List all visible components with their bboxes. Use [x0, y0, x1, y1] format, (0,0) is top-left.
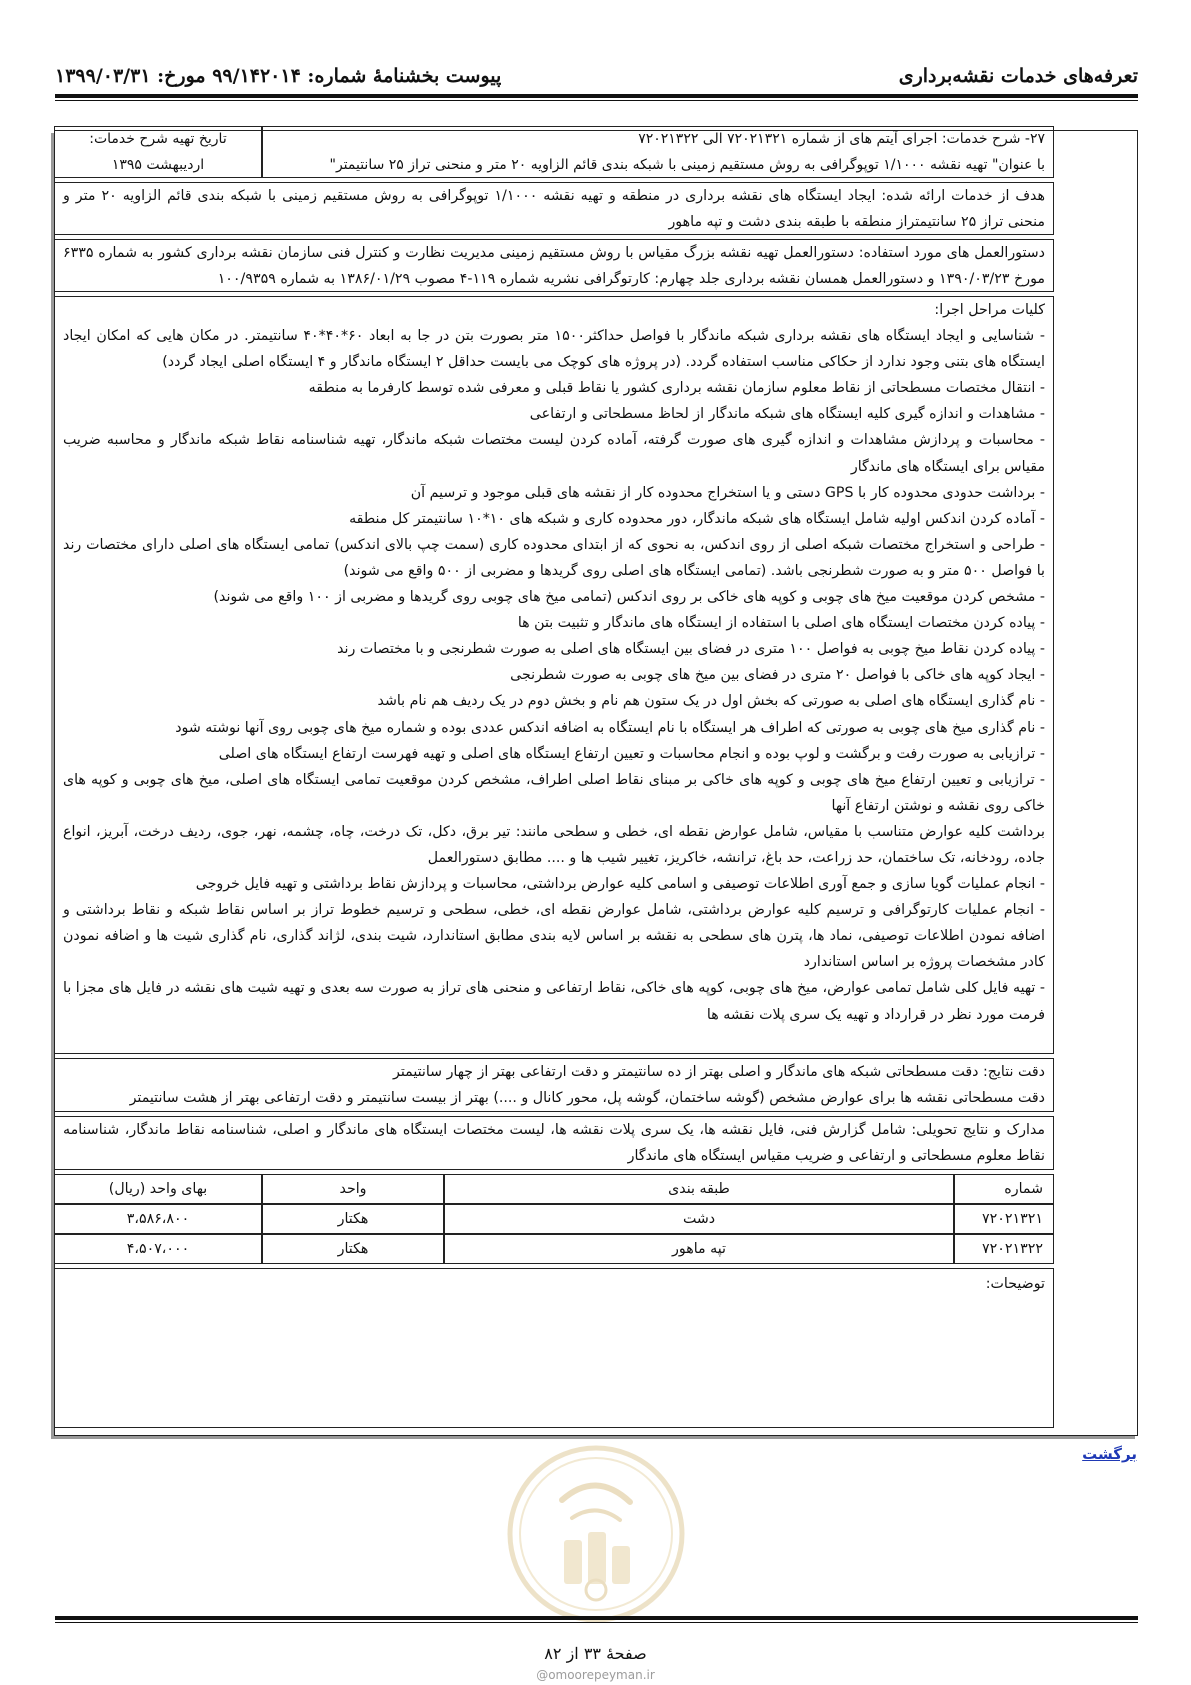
table-header-class: طبقه بندی: [444, 1174, 954, 1204]
step-item: - ترازیابی به صورت رفت و برگشت و لوپ بوده و انجام محاسبات و تعیین ارتفاع ایستگاه های اصلی و تهیه فهرست ارتفاع ایستگاه های اصلی: [218, 745, 1045, 762]
table-header-price: بهای واحد (ریال): [54, 1174, 262, 1204]
step-item: - ترازیابی و تعیین ارتفاع میخ های چوبی و کوپه های خاکی بر مبنای نقاط اصلی اطراف، مشخص کردن موقعیت تمامی ایستگاه های اصلی، میخ های چوبی و کوپه های خاکی روی نقشه و نوشتن ارتفاع آنها: [63, 771, 1045, 814]
header-rule-thin: [55, 100, 1138, 101]
step-item: - انتقال مختصات مسطحاتی از نقاط معلوم سازمان نقشه برداری کشور یا نقاط قبلی و معرفی شده توسط کارفرما به منطقه: [308, 380, 1045, 397]
document-title: تعرفه‌های خدمات نقشه‌برداری: [898, 65, 1138, 87]
table-header-number: شماره: [954, 1174, 1054, 1204]
table-cell-number: ۷۲۰۲۱۳۲۱: [954, 1204, 1054, 1234]
step-item: - پیاده کردن نقاط میخ چوبی به فواصل ۱۰۰ متری در فضای بین ایستگاه های اصلی به صورت شطرنجی و با مختصات رند: [337, 641, 1045, 658]
watermark-seal-icon: [502, 1440, 690, 1628]
table-cell-class: دشت: [444, 1204, 954, 1234]
step-item: - انجام عملیات کارتوگرافی و ترسیم کلیه عوارض برداشتی، شامل عوارض نقطه ای، خطی، سطحی و ترسیم خطوط تراز بر اساس نقاط شبکه و نقاط برداشتی و اضافه نمودن اطلاعات توصیفی، نماد ها، پترن های سطحی به نقشه بر اساس لایه بندی مطابق استاندارد، شیت بندی، لژاند گذاری، نام گذاری شیت ها و اضافه نمودن کادر مشخصات پروژه بر اساس استاندارد: [63, 902, 1045, 971]
execution-steps: [54, 296, 1054, 1054]
step-item: - مشاهدات و اندازه گیری کلیه ایستگاه های شبکه ماندگار از لحاظ مسطحاتی و ارتفاعی: [529, 406, 1045, 423]
step-item: - پیاده کردن مختصات ایستگاه های اصلی با استفاده از ایستگاه های ماندگار و تثبیت بتن ها: [517, 615, 1045, 632]
deliverables-text: مدارک و نتایج تحویلی: شامل گزارش فنی، فایل نقشه ها، یک سری پلات نقشه ها، لیست مختصات ایستگاه های ماندگار و اصلی، شناسنامه نقاط ماندگار، شناسنامه نقاط معلوم مسطحاتی و ارتفاعی و ضریب مقیاس ایستگاه های ماندگار: [63, 1122, 1045, 1164]
instructions-section: [54, 239, 1054, 292]
accuracy-line-2: دقت مسطحاتی نقشه ها برای عوارض مشخص (گوشه ساختمان، گوشه پل، محور کانال و ....) بهتر از بیست سانتیمتر و دقت ارتفاعی بهتر از هشت سانتیمتر: [129, 1090, 1045, 1106]
step-item: - شناسایی و ایجاد ایستگاه های نقشه برداری شبکه ماندگار با فواصل حداکثر۱۵۰۰ متر بصورت بتن در جا به ابعاد ۶۰*۴۰*۴۰ سانتیمتر. در مکان هایی که امکان ایجاد ایستگاه های بتنی وجود ندارد از حکاکی مناسب استفاده گردد. (در پروژه های کوچک می بایست حداقل ۲ ایستگاه ماندگار و ۴ ایستگاه اصلی ایجاد گردد): [63, 328, 1045, 371]
accuracy-line-1: دقت نتایج: دقت مسطحاتی شبکه های ماندگار و اصلی بهتر از ده سانتیمتر و دقت ارتفاعی بهتر از چهار سانتیمتر: [393, 1064, 1045, 1080]
steps-title: کلیات مراحل اجرا:: [934, 302, 1045, 318]
service-description: [262, 126, 1054, 178]
step-item: - ایجاد کوپه های خاکی با فواصل ۲۰ متری در فضای بین میخ های چوبی به صورت شطرنجی: [510, 667, 1045, 684]
footer-rule-thin: [55, 1622, 1138, 1623]
step-item: - انجام عملیات گویا سازی و جمع آوری اطلاعات توصیفی و اسامی کلیه عوارض برداشتی، محاسبات و پردازش نقاط برداشتی و تهیه فایل خروجی: [195, 876, 1045, 893]
deliverables-section: [54, 1116, 1054, 1170]
table-cell-number: ۷۲۰۲۱۳۲۲: [954, 1234, 1054, 1264]
step-item: - نام گذاری ایستگاه های اصلی به صورتی که بخش اول در یک ستون هم نام و بخش دوم در یک ردیف هم نام باشد: [377, 693, 1045, 710]
back-link[interactable]: برگشت: [1082, 1445, 1137, 1463]
notes-label: توضیحات:: [985, 1276, 1045, 1292]
goal-section: [54, 182, 1054, 235]
service-date-value: اردیبهشت ۱۳۹۵: [111, 156, 205, 173]
service-line-2: با عنوان" تهیه نقشه ۱/۱۰۰۰ توپوگرافی به روش مستقیم زمینی با شبکه بندی قائم الزاویه ۲۰ متر و منحنی تراز ۲۵ سانتیمتر": [329, 156, 1045, 173]
header-rule-thick: [55, 94, 1138, 98]
table-cell-price: ۴،۵۰۷،۰۰۰: [54, 1234, 262, 1264]
steps-list: [63, 323, 1045, 1028]
step-item: - محاسبات و پردازش مشاهدات و اندازه گیری های صورت گرفته، آماده کردن لیست مختصات شبکه ماندگار، تهیه شناسنامه نقاط شبکه ماندگار و محاسبه ضریب مقیاس برای ایستگاه های ماندگار: [63, 432, 1045, 475]
table-cell-class: تپه ماهور: [444, 1234, 954, 1264]
accuracy-section: [54, 1058, 1054, 1112]
service-date-label: تاریخ تهیه شرح خدمات:: [89, 131, 227, 147]
step-item: - مشخص کردن موقعیت میخ های چوبی و کوپه های خاکی بر روی اندکس (تمامی میخ های چوبی روی گریدها و مضربی از ۱۰۰ واقع می شوند): [213, 589, 1045, 606]
step-item: - برداشت حدودی محدوده کار با GPS دستی و یا استخراج محدوده کار از نقشه های قبلی موجود و ترسیم آن: [410, 484, 1045, 501]
step-item: - آماده کردن اندکس اولیه شامل ایستگاه های شبکه ماندگار، دور محدوده کاری و شبکه های ۱۰*۱۰ سانتیمتر کل منطقه: [349, 510, 1045, 527]
table-cell-unit: هکتار: [262, 1204, 444, 1234]
step-item: - تهیه فایل کلی شامل تمامی عوارض، میخ های چوبی، کوپه های خاکی، نقاط ارتفاعی و منحنی های تراز به صورت سه بعدی و تهیه شیت های نقشه در فایل های مجزا با فرمت مورد نظر در قرارداد و تهیه یک سری پلات نقشه ها: [63, 980, 1045, 1023]
service-date: [54, 126, 262, 178]
page-header: [55, 60, 1138, 92]
step-item: - نام گذاری میخ های چوبی به صورتی که اطراف هر ایستگاه با نام ایستگاه به اضافه اندکس عددی بوده و شماره میخ های چوبی روی آنها نوشته شود: [175, 719, 1045, 736]
service-line-1: ۲۷- شرح خدمات: اجرای آیتم های از شماره ۷۲۰۲۱۳۲۱ الی ۷۲۰۲۱۳۲۲: [638, 131, 1045, 147]
table-header-unit: واحد: [262, 1174, 444, 1204]
footer-rule-thick: [55, 1616, 1138, 1620]
notes-section: [54, 1268, 1054, 1428]
page-number: صفحهٔ ۳۳ از ۸۲: [544, 1644, 647, 1663]
website-watermark: @omoorepeyman.ir: [536, 1668, 655, 1682]
goal-text: هدف از خدمات ارائه شده: ایجاد ایستگاه های نقشه برداری در منطقه و تهیه نقشه ۱/۱۰۰۰ توپوگرافی به روش مستقیم زمینی با شبکه بندی قائم الزاویه ۲۰ متر و منحنی تراز ۲۵ سانتیمتراز منطقه با طبقه بندی دشت و تپه ماهور: [63, 188, 1045, 230]
step-item: - طراحی و استخراج مختصات شبکه اصلی از روی اندکس، به نحوی که از ابتدای محدوده کاری (سمت چپ بالای اندکس) تمامی ایستگاه های اصلی دارای مختصات رند با فواصل ۵۰۰ متر و به صورت شطرنجی باشد. (تمامی ایستگاه های اصلی روی گریدها و مضربی از ۵۰۰ واقع می شوند): [63, 536, 1045, 579]
instructions-text: دستورالعمل های مورد استفاده: دستورالعمل تهیه نقشه بزرگ مقیاس با روش مستقیم زمینی مدیریت نظارت و کنترل فنی سازمان نقشه برداری کشور به شماره ۶۳۳۵ مورخ ۱۳۹۰/۰۳/۲۳ و دستورالعمل همسان نقشه برداری جلد چهارم: کارتوگرافی نشریه شماره ۱۱۹-۴ مصوب ۱۳۸۶/۰۱/۲۹ به شماره ۱۰۰/۹۳۵۹: [63, 245, 1045, 287]
table-cell-unit: هکتار: [262, 1234, 444, 1264]
table-cell-price: ۳،۵۸۶،۸۰۰: [54, 1204, 262, 1234]
step-item: برداشت کلیه عوارض متناسب با مقیاس، شامل عوارض نقطه ای، خطی و سطحی مانند: تیر برق، دکل، تک درخت، چاه، چشمه، نهر، جوی، ردیف درخت، آبریز، انواع جاده، رودخانه، تک ساختمان، حد زراعت، حد باغ، ترانشه، خاکریز، تغییر شیب ها و .... مطابق دستورالعمل: [63, 823, 1045, 866]
circular-reference: پیوست بخشنامهٔ شماره: ۹۹/۱۴۲۰۱۴ مورخ: ۱۳۹۹/۰۳/۳۱: [55, 65, 502, 87]
